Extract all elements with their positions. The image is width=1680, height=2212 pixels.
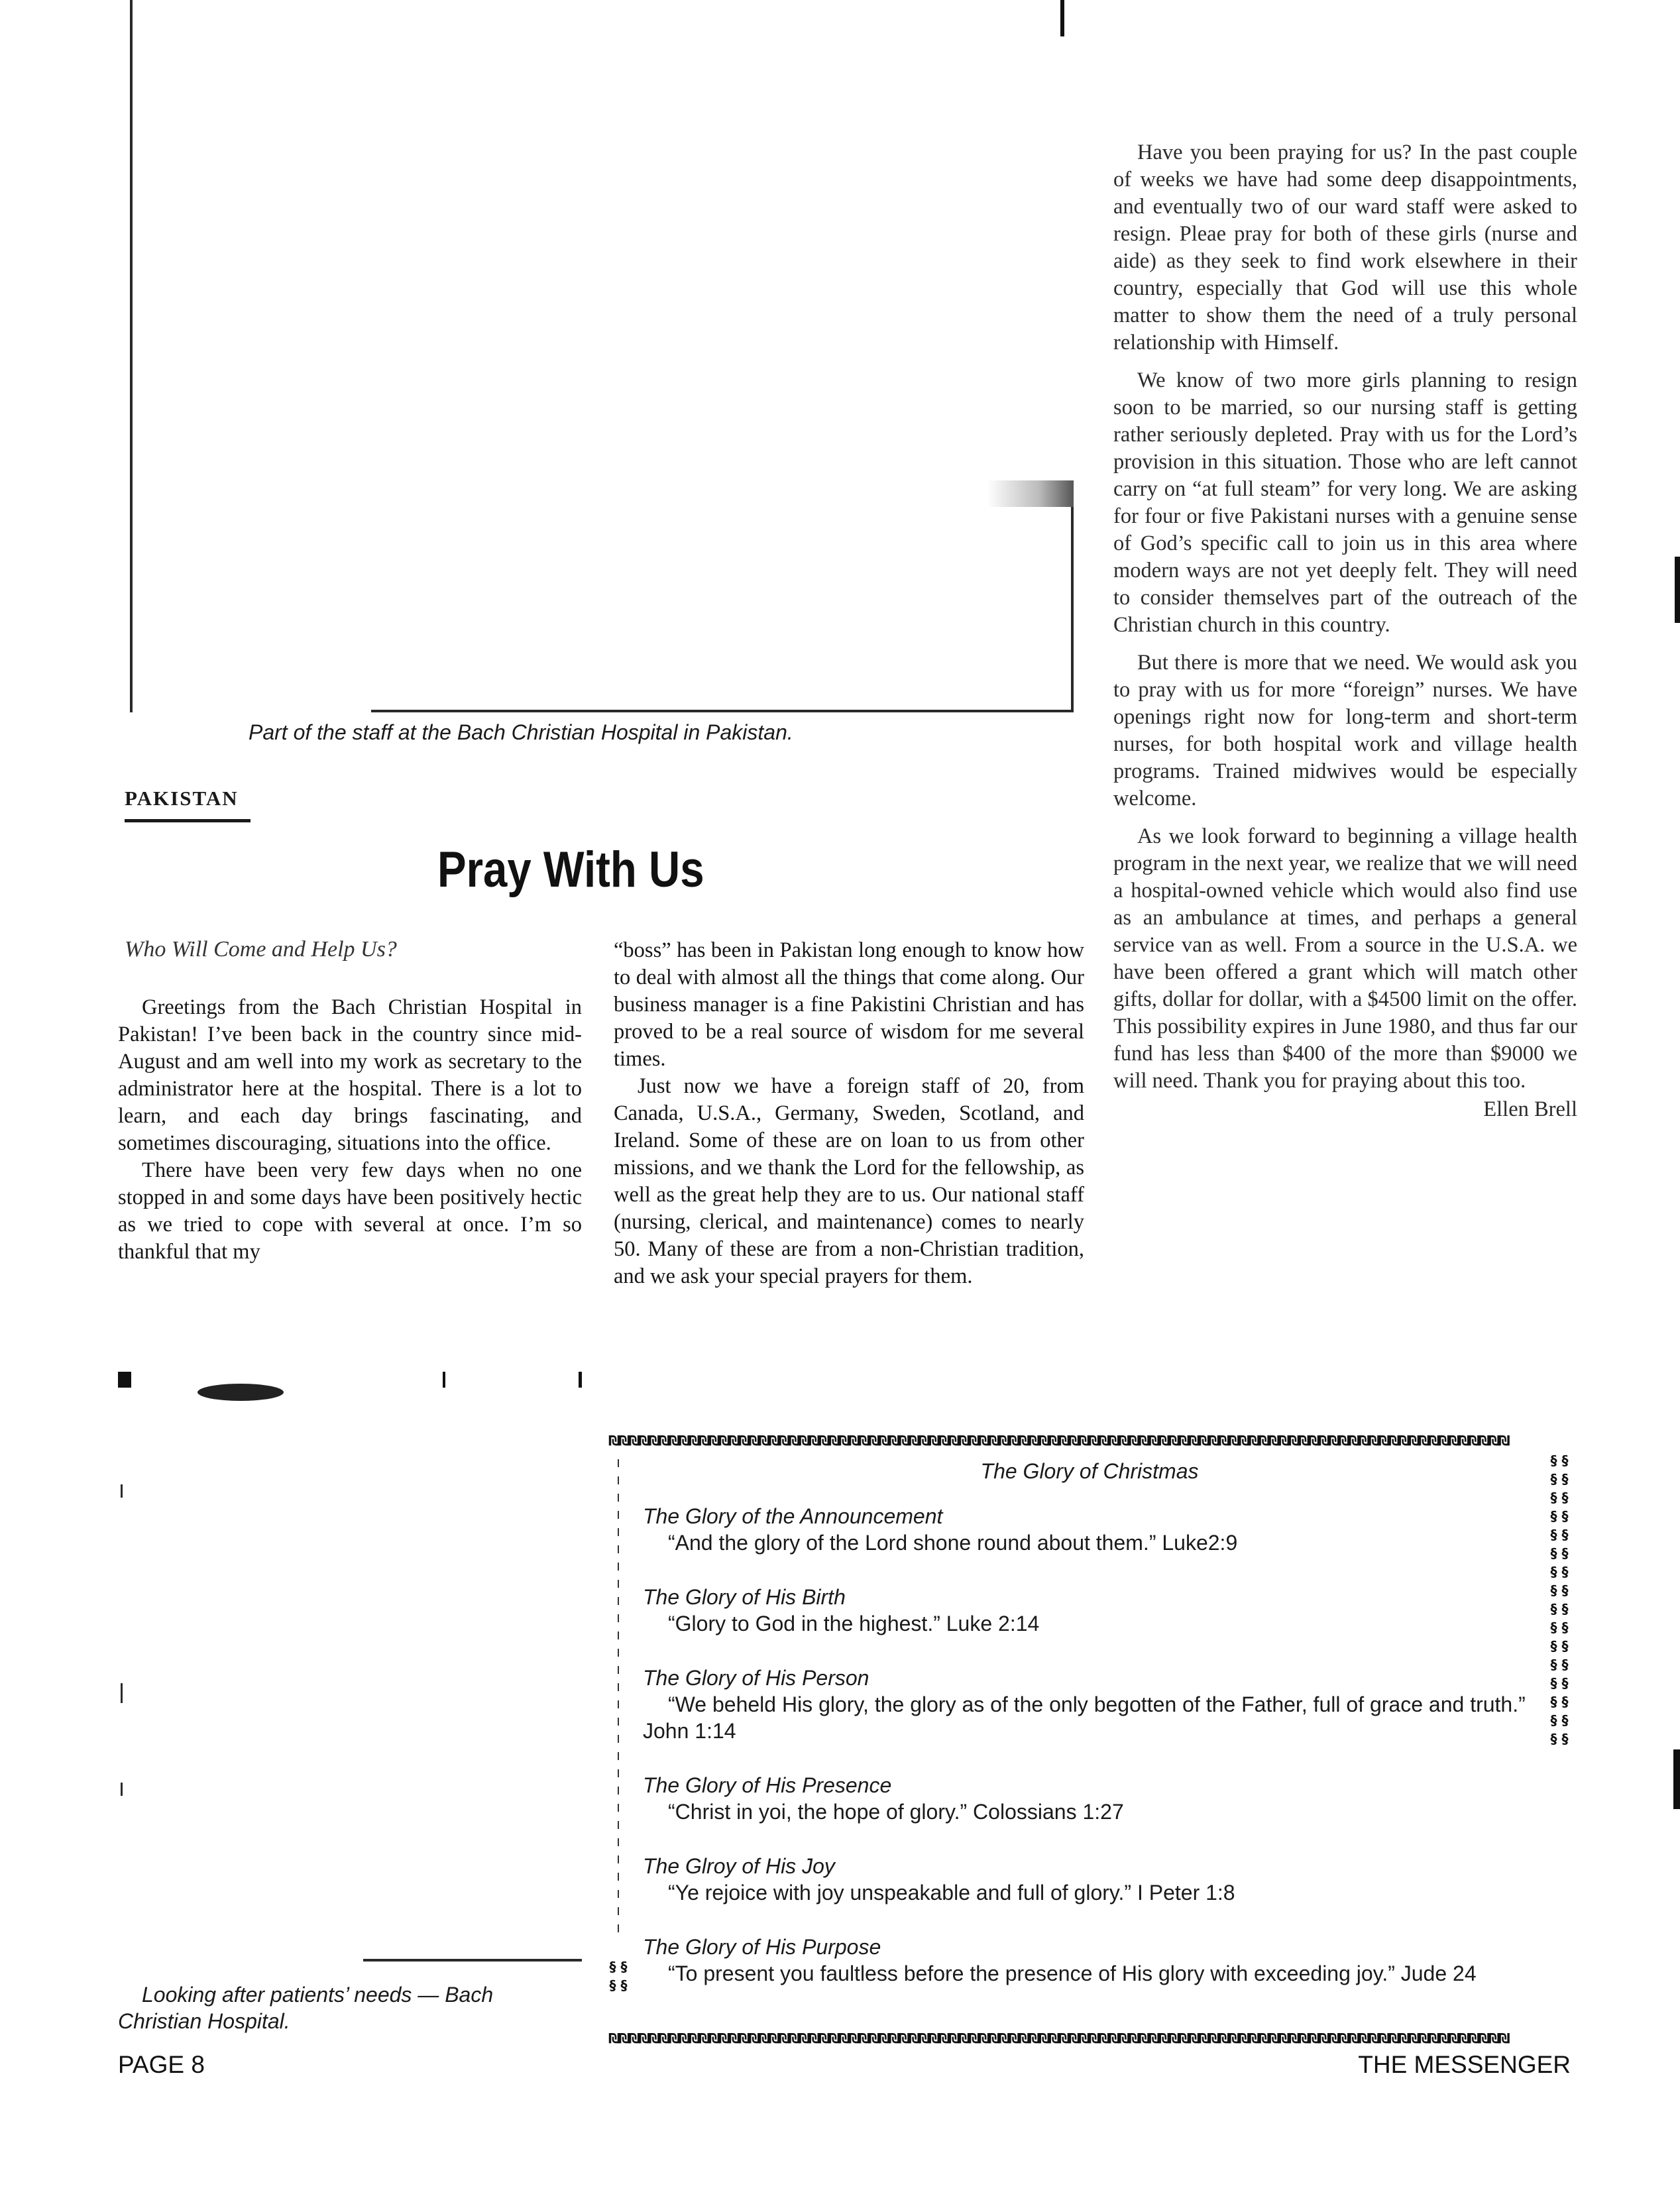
patients-photo-caption: Looking after patients’ needs — Bach Christian Hospital.: [118, 1983, 494, 2033]
entry-heading: The Glory of His Purpose: [643, 1935, 881, 1959]
paragraph: There have been very few days when no one stopped in and some days have been positively hectic as we tried to cope with several at once. I’m so thankful that my: [118, 1158, 582, 1264]
paragraph: But there is more that we need. We would ask you to pray with us for more “foreign” nurses. We have openings right now for long-term and short-term nurses, for both hospital work and village health programs. Trained midwives would be especially welcome.: [1113, 651, 1577, 810]
glory-of-christmas-box: [608, 1433, 1571, 2057]
paragraph: Just now we have a foreign staff of 20, from Canada, U.S.A., Germany, Sweden, Scotland, and Ireland. Some of these are on loan to us from other missions, and we thank the Lord for the fellowship, as well as the great help they are to us. Our national staff (nursing, clerical, and maintenance) comes to nearly 50. Many of these are from a non-Christian tradition, and we ask your special prayers for them.: [614, 1074, 1084, 1288]
glory-entry: [643, 1584, 1544, 1637]
entry-heading: The Glory of His Presence: [643, 1773, 892, 1797]
glory-entry: [643, 1665, 1544, 1744]
box-title: The Glory of Christmas: [980, 1459, 1199, 1483]
photo-mark: [121, 1783, 123, 1796]
paragraph: “boss” has been in Pakistan long enough to know how to deal with almost all the things that come along. Our business manager is a fine Pakistini Christian and has proved to be a real source of wisdom for me several times.: [614, 938, 1084, 1071]
glory-entry: [643, 1772, 1544, 1825]
glory-entry: [643, 1503, 1544, 1556]
paragraph: Greetings from the Bach Christian Hospital in Pakistan! I’ve been back in the country since mid-August and am well into my work as secretary to the administrator here at the hospital. There is a lot to learn, and each day brings fascinating, and sometimes discouraging, situations into the office.: [118, 995, 582, 1155]
scan-edge-mark: [1673, 1749, 1680, 1809]
entry-verse: “We beheld His glory, the glory as of the only begotten of the Father, full of grace and truth.” John 1:14: [643, 1692, 1526, 1743]
staff-photo: [133, 0, 1074, 712]
section-label: PAKISTAN: [125, 787, 239, 810]
signature: Ellen Brell: [1483, 1097, 1577, 1121]
section-rule: [125, 819, 251, 822]
entry-heading: The Glory of the Announcement: [643, 1504, 943, 1528]
photo-mark: [121, 1484, 123, 1498]
entry-heading: The Glroy of His Joy: [643, 1854, 835, 1878]
decorative-border-bottom: ₪₪₪₪₪₪₪₪₪₪₪₪₪₪₪₪₪₪₪₪₪₪₪₪₪₪₪₪₪₪₪₪₪₪₪₪₪₪₪₪₪₪₪₪₪₪₪₪₪₪₪₪₪₪₪₪₪₪₪₪₪₪₪₪₪₪₪₪₪₪₪₪₪₪₪₪₪₪₪₪₪₪₪₪₪₪₪₪₪₪: [608, 2030, 1508, 2046]
article-column-1: [118, 994, 582, 1266]
photo-top-edge: [118, 1372, 582, 1388]
photo-mark: [121, 1683, 123, 1703]
photo-border-bottom: [363, 1959, 582, 1962]
box-border-left: [618, 1459, 619, 1936]
decorative-border-top: ₪₪₪₪₪₪₪₪₪₪₪₪₪₪₪₪₪₪₪₪₪₪₪₪₪₪₪₪₪₪₪₪₪₪₪₪₪₪₪₪₪₪₪₪₪₪₪₪₪₪₪₪₪₪₪₪₪₪₪₪₪₪₪₪₪₪₪₪₪₪₪₪₪₪₪₪₪₪₪₪₪₪₪₪₪₪₪₪₪₪: [608, 1433, 1508, 1449]
staff-photo-caption: Part of the staff at the Bach Christian Hospital in Pakistan.: [249, 720, 793, 744]
entry-verse: “Ye rejoice with joy unspeakable and full of glory.” I Peter 1:8: [668, 1881, 1235, 1905]
scan-edge-mark: [1675, 557, 1680, 623]
paragraph: Have you been praying for us? In the past couple of weeks we have had some deep disappointments, and eventually two of our ward staff were asked to resign. Pleae pray for both of these girls (nurse and aide) as they seek to find work elsewhere in their country, especially that God will use this whole matter to show them the need of a truly personal relationship with Himself.: [1113, 140, 1577, 355]
entry-verse: “Christ in yoi, the hope of glory.” Colossians 1:27: [668, 1800, 1124, 1824]
decorative-border-left: § § § §: [609, 1959, 628, 1993]
photo-border-left: [130, 0, 133, 712]
article-column-2: [614, 937, 1084, 1290]
photo-mark: [1060, 0, 1064, 36]
photo-fragment: [197, 1384, 284, 1401]
publication-name: THE MESSENGER: [1358, 2051, 1571, 2078]
glory-entry: [643, 1934, 1544, 1987]
entry-heading: The Glory of His Person: [643, 1666, 869, 1690]
glory-entry: [643, 1853, 1544, 1906]
paragraph: We know of two more girls planning to resign soon to be married, so our nursing staff is getting rather seriously depleted. Pray with us for the Lord’s provision in this situation. Those who are left cannot carry on “at full steam” for very long. We are asking for four or five Pakistani nurses with a genuine sense of God’s specific call to join us in this area where modern ways are not yet deeply felt. They will need to consider themselves part of the outreach of the Christian church in this country.: [1113, 368, 1577, 637]
photo-border-right: [1071, 484, 1074, 712]
page-number: PAGE 8: [118, 2051, 205, 2078]
article-column-3: [1113, 139, 1577, 1123]
decorative-border-right: § § § § § § § § § § § § § § § § § § § § § § § § § § § § § § § §: [1550, 1453, 1569, 1747]
subhead: Who Will Come and Help Us?: [125, 937, 397, 962]
entry-verse: “To present you faultless before the presence of His glory with exceeding joy.” Jude 24: [668, 1962, 1477, 1985]
entry-verse: “And the glory of the Lord shone round about them.” Luke2:9: [668, 1531, 1238, 1555]
entry-heading: The Glory of His Birth: [643, 1585, 846, 1609]
photo-fragment: [987, 480, 1074, 507]
headline: Pray With Us: [437, 842, 704, 898]
photo-border-bottom: [371, 710, 1074, 712]
entry-verse: “Glory to God in the highest.” Luke 2:14: [668, 1612, 1040, 1635]
paragraph: As we look forward to beginning a village health program in the next year, we realize that we will need a hospital-owned vehicle which would also find use as an ambulance at times, and perhaps a general service van as well. From a source in the U.S.A. we have been offered a grant which will match other gifts, dollar for dollar, with a $4500 limit on the offer. This possibility expires in June 1980, and thus far our fund has less than $400 of the more than $9000 we will need. Thank you for praying about this too.: [1113, 824, 1577, 1093]
patients-photo: [118, 1372, 582, 1962]
